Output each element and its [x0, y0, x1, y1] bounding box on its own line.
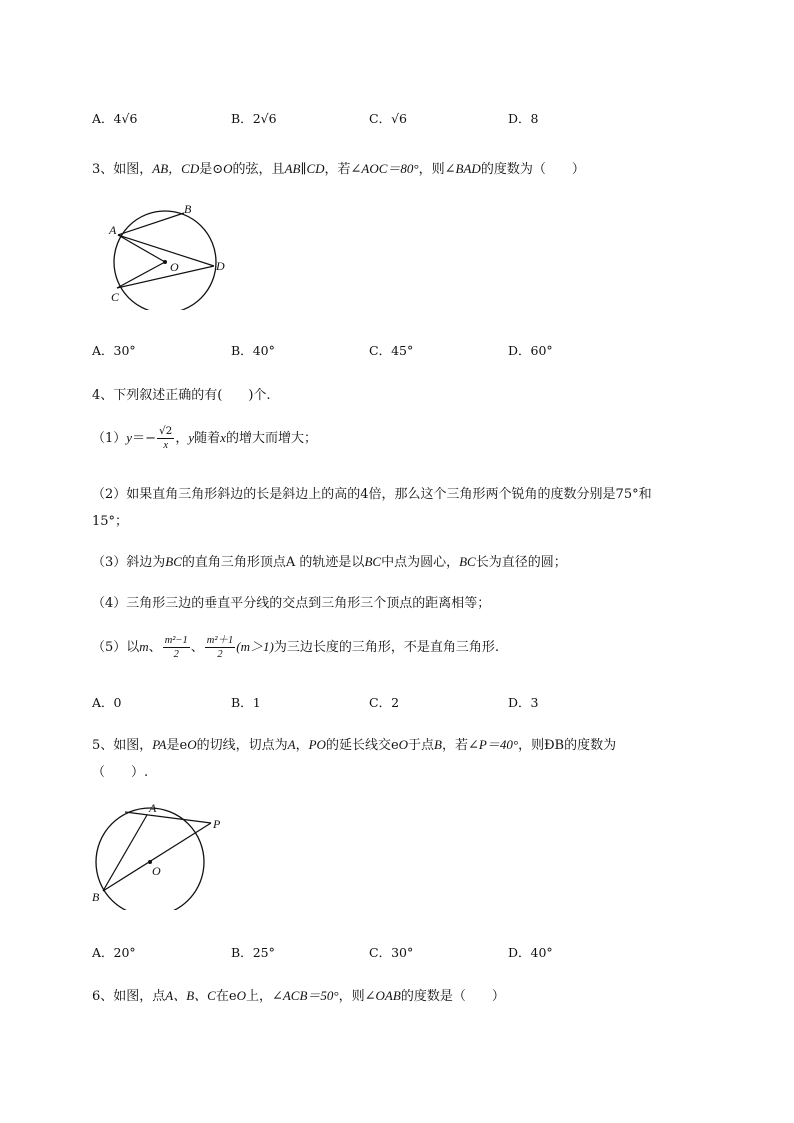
label-o: O [170, 260, 179, 274]
label-c: C [111, 290, 120, 304]
math-angle-p: ∠P＝40° [468, 737, 519, 752]
option-letter: D． [508, 343, 531, 358]
q4-option-d [508, 693, 538, 711]
math-angle-acb: ∠ACB＝50° [271, 988, 339, 1003]
option-text: 4√6 [113, 111, 138, 126]
q4-option-c [369, 693, 399, 711]
math-o: O [187, 737, 197, 752]
statement-text: 的直角三角形顶点A 的轨迹是以 [181, 555, 365, 570]
statement-prefix: （5）以 [92, 640, 140, 655]
option-letter: A． [92, 695, 114, 710]
option-letter: C． [369, 343, 392, 358]
math-angle-aoc: ∠AOC＝80° [350, 161, 419, 176]
q3-option-a [92, 341, 136, 359]
math-m: m [139, 639, 149, 654]
option-text: 8 [530, 111, 539, 126]
option-letter: D． [508, 945, 531, 960]
option-text: 1 [252, 695, 261, 710]
q4-statement-5 [92, 634, 499, 661]
q4-statement-1 [92, 425, 317, 452]
stem-text: 的延长线交e [325, 738, 399, 753]
q4-option-a [92, 693, 121, 711]
denominator: 2 [217, 649, 223, 660]
stem-text: ，则 [418, 162, 445, 177]
math-pa: PA [152, 737, 167, 752]
denominator: 2 [173, 649, 179, 660]
math-o: O [223, 161, 233, 176]
fraction-m2-minus-1 [163, 634, 190, 661]
label-a: A [149, 801, 157, 815]
q6-stem [92, 985, 505, 1004]
label-b: B [92, 890, 100, 904]
stem-text: ，则ÐB的度数为 [518, 738, 617, 753]
radius-oc [117, 262, 165, 288]
q2-option-d [508, 109, 538, 127]
stem-text: 的度数是（ ） [400, 989, 505, 1004]
math-points: A、B、C [165, 988, 216, 1003]
math-eq: ＝− [132, 431, 156, 446]
option-letter: A． [92, 945, 114, 960]
label-d: D [216, 259, 225, 273]
q4-statement-3 [92, 551, 567, 570]
q4-statement-4: （4）三角形三边的垂直平分线的交点到三角形三个顶点的距离相等； [92, 596, 491, 611]
separator: 、 [148, 640, 162, 655]
option-text: 45° [391, 343, 414, 358]
statement-prefix: （3）斜边为 [92, 555, 166, 570]
option-text: 40° [530, 945, 553, 960]
q3-option-c [369, 341, 413, 359]
stem-text: ，若 [324, 162, 351, 177]
question-number: 5、 [92, 738, 114, 753]
option-text: 25° [252, 945, 275, 960]
separator: 、 [190, 640, 204, 655]
statement-text: 中点为圆心， [381, 555, 460, 570]
math-parallel: AB∥CD [284, 161, 325, 176]
tangent-pa [125, 812, 211, 823]
q4-statement-2-line-1: （2）如果直角三角形斜边的长是斜边上的高的4倍，那么这个三角形两个锐角的度数分别是75°和 [92, 487, 652, 502]
q5-option-c [369, 943, 413, 961]
q3-figure [104, 200, 239, 310]
chord-ab [118, 213, 184, 235]
option-letter: B． [231, 111, 253, 126]
q5-figure [90, 798, 230, 910]
denominator: x [163, 440, 168, 451]
option-text: 30° [391, 945, 414, 960]
q5-option-a [92, 943, 136, 961]
q4-statement-2-line-2: 15°； [92, 514, 129, 529]
option-letter: C． [369, 695, 392, 710]
comma: ， [175, 431, 189, 446]
option-letter: D． [508, 111, 531, 126]
math-chords: AB，CD [152, 161, 200, 176]
option-letter: B． [231, 343, 253, 358]
stem-text: 如图， [113, 738, 153, 753]
stem-text: 在e [215, 989, 237, 1004]
math-a: A [287, 737, 296, 752]
stem-text: 是⊙ [199, 162, 224, 177]
chord-cd [117, 266, 214, 288]
label-p: P [213, 817, 221, 831]
statement-text: 随着 [194, 431, 221, 446]
math-angle-bad: ∠BAD [444, 161, 481, 176]
statement-text: 为三边长度的三角形，不是直角三角形. [273, 640, 499, 655]
label-b: B [184, 202, 192, 216]
option-text: 2 [391, 695, 400, 710]
option-letter: C． [369, 945, 392, 960]
option-letter: B． [231, 695, 253, 710]
math-bc: BC [459, 554, 476, 569]
numerator: √2 [158, 425, 173, 437]
math-angle-oab: ∠OAB [364, 988, 401, 1003]
statement-text: 长为直径的圆； [475, 555, 567, 570]
q5-option-b [231, 943, 275, 961]
label-a: A [109, 223, 117, 237]
q2-option-b [231, 109, 277, 127]
stem-text: ，若 [442, 738, 469, 753]
math-bc: BC [364, 554, 382, 569]
option-text: 0 [113, 695, 122, 710]
stem-text: 的度数为（ ） [480, 162, 585, 177]
math-b: B [434, 737, 442, 752]
option-text: 60° [530, 343, 553, 358]
math-y: y [126, 430, 133, 445]
fraction-sqrt2-over-x [157, 425, 174, 452]
math-condition: (m＞1) [236, 639, 274, 654]
q2-option-a [92, 109, 137, 127]
q2-option-c [369, 109, 407, 127]
center-dot [163, 260, 167, 264]
option-text: √6 [391, 111, 407, 126]
option-letter: D． [508, 695, 531, 710]
label-o: O [152, 864, 161, 878]
stem-text: 的弦，且 [232, 162, 285, 177]
stem-text: ， [295, 738, 309, 753]
option-text: 2√6 [252, 111, 277, 126]
line-pb [103, 823, 211, 891]
stem-text: 上， [245, 989, 272, 1004]
fraction-m2-plus-1 [205, 634, 235, 661]
option-text: 30° [113, 343, 136, 358]
option-letter: A． [92, 111, 114, 126]
question-number: 3、 [92, 162, 114, 177]
option-letter: C． [369, 111, 392, 126]
stem-text: 于点 [408, 738, 435, 753]
q5-option-d [508, 943, 553, 961]
q5-stem-line-2: （ ）. [92, 765, 149, 780]
stem-text: ，则 [338, 989, 365, 1004]
option-text: 40° [252, 343, 275, 358]
circle-o [96, 808, 204, 910]
statement-prefix: （1） [92, 431, 127, 446]
q3-stem [92, 158, 585, 177]
math-o: O [398, 737, 409, 752]
stem-text: 的切线，切点为 [196, 738, 288, 753]
option-text: 3 [530, 695, 539, 710]
stem-text: 是e [166, 738, 188, 753]
math-x: x [220, 430, 226, 445]
q4-option-b [231, 693, 261, 711]
math-y: y [188, 430, 195, 445]
question-number: 6、 [92, 989, 114, 1004]
q4-stem: 4、下列叙述正确的有( )个. [92, 388, 271, 403]
math-bc: BC [165, 554, 182, 569]
q3-option-d [508, 341, 553, 359]
statement-text: 的增大而增大； [225, 431, 317, 446]
math-po: PO [308, 737, 326, 752]
option-letter: B． [231, 945, 253, 960]
stem-text: 如图， [113, 162, 153, 177]
stem-text: 如图，点 [113, 989, 166, 1004]
q3-option-b [231, 341, 275, 359]
q5-stem [92, 734, 616, 753]
numerator: m²−1 [164, 635, 188, 646]
option-letter: A． [92, 343, 114, 358]
option-text: 20° [113, 945, 136, 960]
numerator: m²＋1 [206, 635, 234, 646]
math-o: O [236, 988, 246, 1003]
